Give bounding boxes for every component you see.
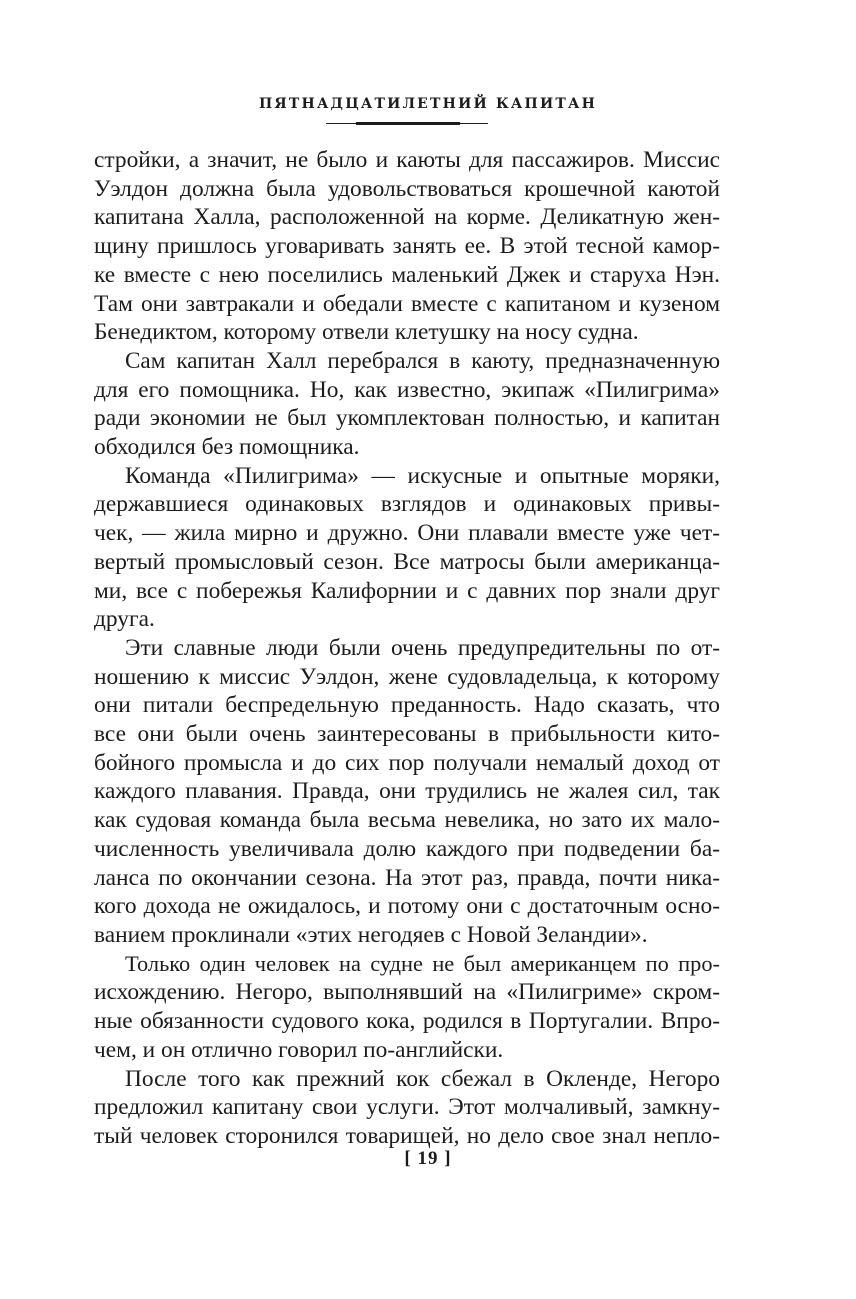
text-line: ми, все с побережья Калифорнии и с давних пор знали друг — [94, 577, 720, 604]
body-text — [94, 146, 720, 1151]
text-line: державшиеся одинаковых взглядов и одинаковых привы- — [94, 491, 720, 518]
text-line: Там они завтракали и обедали вместе с капитаном и кузеном — [94, 290, 720, 317]
text-line: обходился без помощника. — [94, 434, 360, 461]
text-line: каждого плавания. Правда, они трудились не жалея сил, так — [94, 778, 720, 805]
text-line: щину пришлось уговаривать занять ее. В этой тесной камор- — [94, 233, 720, 260]
text-line: ванием проклинали «этих негодяев с Новой Зеландии». — [94, 921, 648, 948]
text-line: все они были очень заинтересованы в прибыльности кито- — [94, 721, 720, 748]
text-line: тый человек сторонился товарищей, но дело свое знал непло- — [94, 1122, 720, 1149]
text-line: чек, — жила мирно и дружно. Они плавали вместе уже чет- — [94, 520, 720, 547]
header-rule — [0, 122, 856, 126]
text-line: Только один человек на судне не был американцем по про- — [125, 950, 720, 976]
text-line: они питали беспредельную преданность. Надо сказать, что — [94, 692, 720, 719]
text-line: ные обязанности судового кока, родился в Португалии. Впро- — [94, 1008, 720, 1035]
text-line: После того как прежний кок сбежал в Окленде, Негоро — [125, 1065, 720, 1092]
text-line: кого дохода не ожидалось, и потому они с достаточным осно- — [94, 893, 720, 920]
text-line: капитана Халла, расположенной на корме. Деликатную жен- — [94, 204, 720, 231]
text-line: предложил капитану свои услуги. Этот молчаливый, замкну- — [94, 1094, 720, 1121]
text-line: численность увеличивала долю каждого при подведении ба- — [94, 835, 720, 862]
running-title: ПЯТНАДЦАТИЛЕТНИЙ КАПИТАН — [258, 96, 598, 112]
running-head — [0, 93, 856, 112]
text-line: стройки, а значит, не было и каюты для пассажиров. Миссис — [94, 147, 720, 173]
text-line: ке вместе с нею поселились маленький Джек и старуха Нэн. — [94, 261, 720, 288]
text-line: друга. — [94, 606, 155, 633]
text-line: Эти славные люди были очень предупредительны по от- — [125, 634, 720, 661]
text-line: чем, и он отлично говорил по-английски. — [94, 1036, 504, 1063]
text-line: Команда «Пилигрима» — искусные и опытные моряки, — [125, 462, 720, 489]
text-line: для его помощника. Но, как известно, экипаж «Пилигрима» — [94, 376, 720, 403]
text-line: исхождению. Негоро, выполнявший на «Пилигриме» скром- — [94, 979, 720, 1006]
text-line: Бенедиктом, которому отвели клетушку на носу судна. — [94, 319, 639, 346]
text-line: ношению к миссис Уэлдон, жене судовладельца, к которому — [94, 663, 720, 690]
text-line: Уэлдон должна была удовольствоваться крошечной каютой — [94, 175, 720, 202]
text-line: вертый промысловый сезон. Все матросы были американца- — [94, 548, 720, 575]
text-line: как судовая команда была весьма невелика, но зато их мало- — [94, 807, 720, 834]
header-rule-thick — [356, 122, 460, 125]
text-line: ради экономии не был укомплектован полностью, и капитан — [94, 405, 720, 432]
text-line: Сам капитан Халл перебрался в каюту, предназначенную — [125, 347, 720, 374]
text-line: ланса по окончании сезона. На этот раз, правда, почти ника- — [94, 864, 720, 891]
text-line: бойного промысла и до сих пор получали немалый доход от — [94, 749, 720, 776]
page-number: [ 19 ] — [404, 1148, 452, 1169]
